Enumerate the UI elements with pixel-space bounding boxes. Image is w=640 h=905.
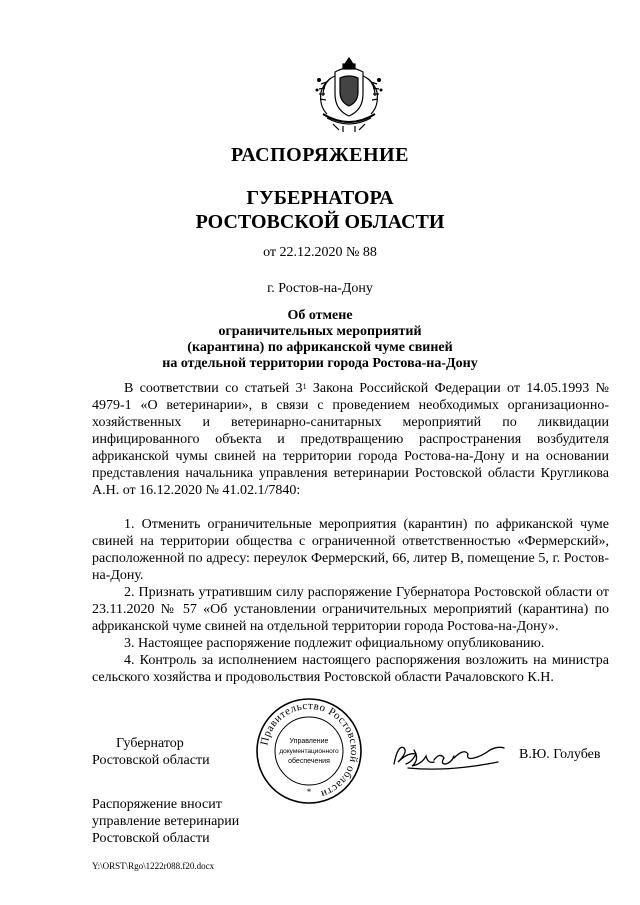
list-item-3: 3. Настоящее распоряжение подлежит официальному опубликованию. [124,636,545,651]
article-superscript: 1 [302,382,307,391]
subject-line-3: (карантина) по африканской чуме свиней [187,340,453,355]
handwritten-signature [388,734,516,778]
preamble-part-1: В соответствии со статьей 3 [124,381,303,396]
stamp-center-line-3: обеспечения [288,758,330,765]
document-body [92,380,609,686]
coat-of-arms-emblem [313,56,385,134]
introduced-by-line-3: Ростовской области [92,831,210,846]
stamp-center-line-2: документационного [279,748,339,755]
city: г. Ростов-на-Дону [267,281,373,296]
introduced-by-line-1: Распоряжение вносит [92,797,222,812]
issuer-title [0,186,640,234]
file-path: Y:\ORST\Rgo\1222r088.f20.docx [92,861,215,871]
stamp-center-line-1: Управление [289,738,329,745]
position-line-1: Губернатор [116,736,184,751]
list-item-1: 1. Отменить ограничительные мероприятия (карантин) по африканской чуме свиней на территории общества с ограниченной ответственностью «Фермерский», расположенной по адресу: переулок Фермерский, 66, литер В, помещение 5, г. Ростов-на-Дону. [92,517,609,583]
official-stamp [255,697,363,805]
subject-line-4: на отдельной территории города Ростова-на-Дону [162,356,478,371]
stamp-ring-text: Правительство Ростовской области [258,699,361,801]
subject-line-2: ограничительных мероприятий [218,324,422,339]
signatory-position [92,735,210,769]
subject-line-1: Об отмене [287,308,353,323]
preamble-paragraph [92,380,609,499]
introduced-by-line-2: управление ветеринарии [92,814,240,829]
introduced-by-block [92,796,239,847]
list-item-4: 4. Контроль за исполнением настоящего распоряжения возложить на министра сельского хозяйства и продовольствия Ростовской области Рачаловского К.Н. [92,653,609,685]
issuer-line-2: РОСТОВСКОЙ ОБЛАСТИ [195,211,445,233]
preamble-part-2: Закона Российской Федерации от 14.05.1993 № 4979-1 «О ветеринарии», в связи с проведением необходимых организационно-хозяйственных и ветеринарно-санитарных мероприятий по ликвидации инфицированного объекта и предотвращению распространения возбудителя африканской чумы свиней на территории города Ростова-на-Дону и на основании представления начальника управления ветеринарии Ростовской области Кругликова А.Н. от 16.12.2020 № 41.02.1/7840: [92,381,609,498]
list-item-2: 2. Признать утратившим силу распоряжение Губернатора Ростовской области от 23.11.2020 № 57 «Об установлении ограничительных мероприятий (карантина) по африканской чуме свиней на отдельной территории города Ростова-на-Дону». [92,585,609,634]
position-line-2: Ростовской области [92,753,210,768]
document-subject [0,308,640,372]
date-and-number: от 22.12.2020 № 88 [263,245,377,260]
issuer-line-1: ГУБЕРНАТОРА [246,187,394,209]
svg-text:*: * [306,787,312,797]
document-type-title: РАСПОРЯЖЕНИЕ [231,144,409,166]
signer-name: В.Ю. Голубев [519,747,601,762]
